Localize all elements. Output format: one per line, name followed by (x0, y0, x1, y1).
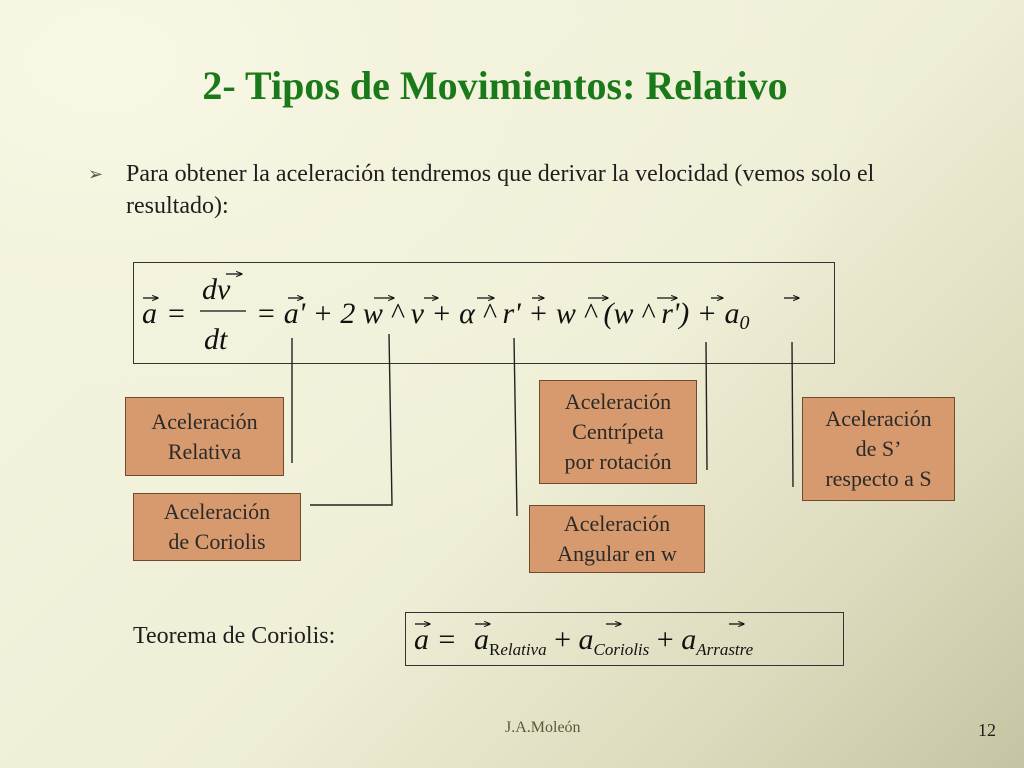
connector-coriolis (310, 334, 392, 505)
author-footer: J.A.Moleón (505, 719, 581, 736)
eq-frac-denominator: dt (204, 323, 228, 356)
arrowhead-bullet-icon: ➢ (88, 164, 104, 185)
eq-lhs: a (142, 297, 157, 330)
bullet-text: Para obtener la aceleración tendremos que derivar la velocidad (vemos solo el resultado): (126, 161, 875, 219)
page-number: 12 (978, 720, 996, 740)
eq-terms: = a' + 2 w ^ v + α ^ r' + w ^ (w ^ $r') + a_0$ (256, 297, 750, 334)
connector-angular (514, 338, 517, 516)
svg-text:=: = (168, 297, 185, 330)
coriolis-equation (406, 613, 843, 665)
label-aceleracion-coriolis: Aceleración de Coriolis (133, 493, 301, 561)
label-aceleracion-angular: Aceleración Angular en w (529, 505, 705, 573)
teorema-label: Teorema de Coriolis: (133, 623, 336, 649)
connector-arrastre (792, 342, 793, 487)
slide-title: 2- Tipos de Movimientos: Relativo (202, 63, 788, 108)
coriolis-term-relativa: $a_Relativa + a_{Coriolis} + a_{Arrastre}$ (474, 623, 754, 659)
connector-centripeta (706, 342, 707, 470)
label-aceleracion-arrastre: Aceleración de S’ respecto a S (802, 397, 955, 501)
label-aceleracion-centripeta: Aceleración Centrípeta por rotación (539, 380, 697, 484)
eq-frac-numerator: dv (202, 273, 231, 306)
svg-text:a =: a = (414, 623, 457, 656)
label-aceleracion-relativa: Aceleración Relativa (125, 397, 284, 476)
coriolis-equation-box (405, 612, 844, 666)
